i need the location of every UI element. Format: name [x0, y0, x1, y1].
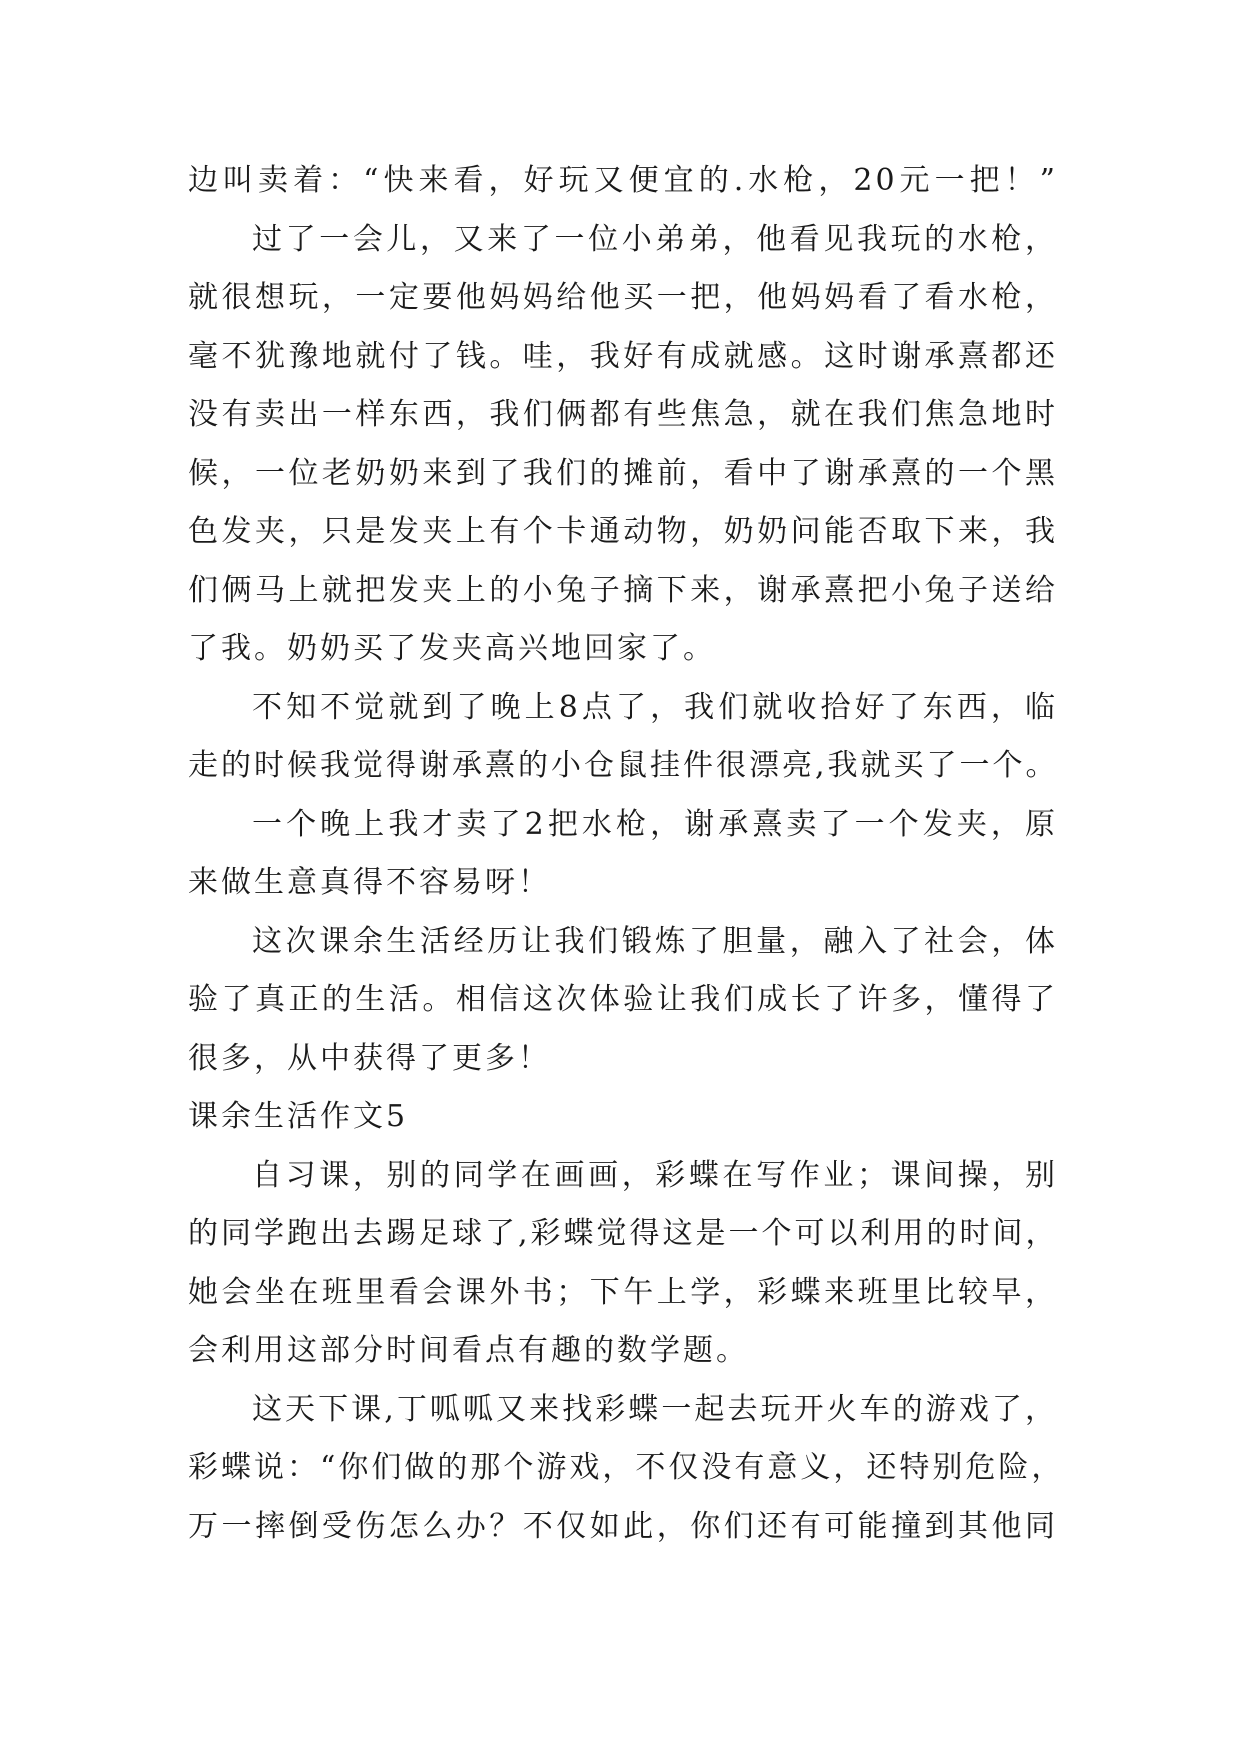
paragraph-start-line: 一个晚上我才卖了2把水枪，谢承熹卖了一个发夹，原 — [252, 806, 1058, 842]
text-line: 候，一位老奶奶来到了我们的摊前，看中了谢承熹的一个黑 — [188, 455, 1058, 491]
paragraph-start-line: 过了一会儿，又来了一位小弟弟，他看见我玩的水枪， — [252, 221, 1058, 257]
text-line: 很多，从中获得了更多！ — [188, 1040, 551, 1076]
text-line: 验了真正的生活。相信这次体验让我们成长了许多，懂得了 — [188, 982, 1058, 1017]
document-body — [188, 152, 1065, 1556]
text-line: 的同学跑出去踢足球了,彩蝶觉得这是一个可以利用的时间， — [188, 1216, 1059, 1251]
text-line: 走的时候我觉得谢承熹的小仓鼠挂件很漂亮,我就买了一个。 — [188, 748, 1059, 783]
text-line: 她会坐在班里看会课外书；下午上学，彩蝶来班里比较早， — [188, 1274, 1058, 1310]
text-line: 来做生意真得不容易呀！ — [188, 865, 551, 900]
text-line: 们俩马上就把发夹上的小兔子摘下来，谢承熹把小兔子送给 — [188, 572, 1058, 608]
text-line: 会利用这部分时间看点有趣的数学题。 — [188, 1333, 749, 1368]
text-line: 边叫卖着：“快来看，好玩又便宜的.水枪，20元一把！” — [188, 163, 1058, 198]
text-line: 万一摔倒受伤怎么办？不仅如此，你们还有可能撞到其他同 — [188, 1508, 1058, 1544]
paragraph-start-line: 这天下课,丁呱呱又来找彩蝶一起去玩开火车的游戏了， — [252, 1391, 1058, 1427]
paragraph-start-line: 不知不觉就到了晚上8点了，我们就收拾好了东西，临 — [252, 689, 1058, 725]
paragraph-start-line: 这次课余生活经历让我们锻炼了胆量，融入了社会，体 — [252, 923, 1058, 959]
section-heading: 课余生活作文5 — [188, 1099, 409, 1134]
text-line: 没有卖出一样东西，我们俩都有些焦急，就在我们焦急地时 — [188, 397, 1058, 432]
paragraph-start-line: 自习课，别的同学在画画，彩蝶在写作业；课间操，别 — [252, 1157, 1058, 1193]
text-line: 毫不犹豫地就付了钱。哇，我好有成就感。这时谢承熹都还 — [188, 338, 1058, 374]
text-line: 了我。奶奶买了发夹高兴地回家了。 — [188, 631, 716, 666]
text-line: 就很想玩，一定要他妈妈给他买一把，他妈妈看了看水枪， — [188, 280, 1058, 315]
text-line: 彩蝶说：“你们做的那个游戏，不仅没有意义，还特别危险， — [188, 1450, 1065, 1485]
text-line: 色发夹，只是发夹上有个卡通动物，奶奶问能否取下来，我 — [188, 514, 1058, 549]
